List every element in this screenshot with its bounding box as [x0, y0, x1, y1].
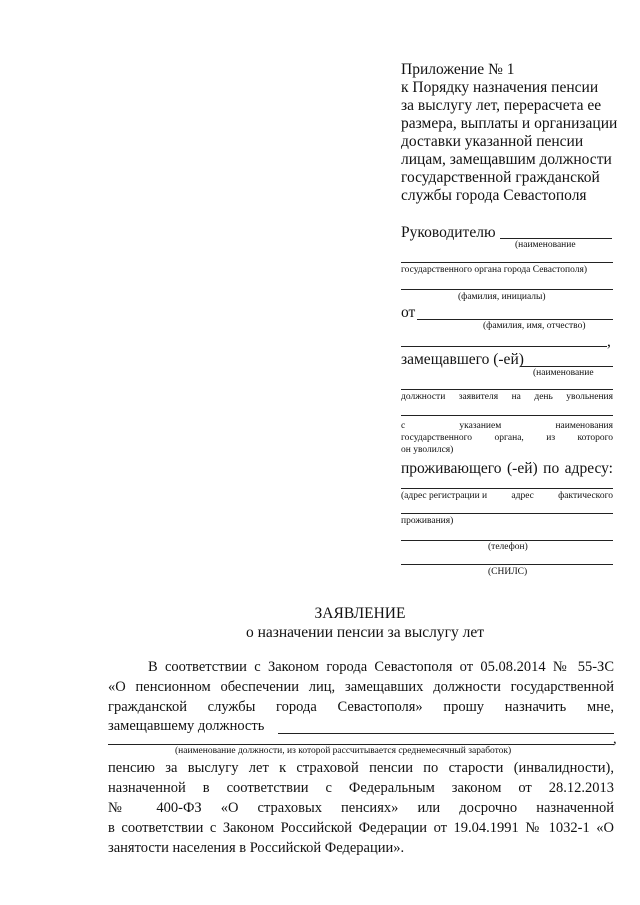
statement-title: ЗАЯВЛЕНИЕ [314, 605, 406, 622]
address-line[interactable] [401, 488, 613, 489]
comma-1: , [607, 333, 611, 350]
to-label: Руководителю [401, 224, 496, 241]
hint-address-row-2: проживания) [401, 516, 454, 526]
head-name-line[interactable] [500, 238, 612, 239]
appendix-line-2: за выслугу лет, перерасчета ее [401, 97, 602, 114]
address-line-2[interactable] [401, 513, 613, 514]
from-label: от [401, 304, 416, 321]
hint-snils: (СНИЛС) [488, 567, 528, 577]
head-fio-line[interactable] [401, 289, 613, 290]
organ-line[interactable] [401, 262, 613, 263]
hint-fio: (фамилия, инициалы) [458, 292, 546, 302]
appendix-line-5: лицам, замещавшим должности [401, 151, 612, 168]
hint-organ-row-3: он уволился) [401, 445, 454, 455]
hint-position-held: (наименование должности, из которой рассчитывается среднемесячный заработок) [175, 746, 512, 756]
hint-name: (наименование [515, 240, 576, 250]
position-held-line-2[interactable] [108, 744, 614, 745]
hint-address-word: (адрес регистрации и [401, 491, 488, 501]
applicant-fio-line[interactable] [417, 319, 613, 320]
hint-organ-word: указанием [459, 421, 502, 431]
hint-organ: государственного органа города Севастополя) [401, 265, 587, 275]
hint-organ-word: органа, [494, 433, 524, 443]
hint-address-row-1 [401, 491, 613, 502]
residence-label: проживающего (-ей) по адресу: [401, 460, 613, 477]
hint-organ-word: наименования [555, 421, 613, 431]
body-line-1: пенсию за выслугу лет к страховой пенсии по старости (инвалидности), [108, 760, 614, 776]
appendix-title: Приложение № 1 [401, 61, 515, 78]
appendix-line-6: государственной гражданской [401, 169, 600, 186]
hint-organ-word: с [401, 421, 406, 431]
statement-subtitle: о назначении пенсии за выслугу лет [245, 624, 485, 641]
body-line-4: в соответствии с Законом Российской Федерации от 19.04.1991 № 1032-1 «О [108, 820, 614, 836]
hint-organ-word: государственного [401, 433, 473, 443]
hint-organ-word: которого [577, 433, 613, 443]
snils-line[interactable] [401, 564, 613, 565]
para-line-3: гражданской службы города Севастополя» прошу назначить мне, [108, 699, 614, 715]
position-line-3[interactable] [401, 415, 613, 416]
appendix-line-4: доставки указанной пенсии [401, 133, 584, 150]
hint-organ-row-2 [401, 433, 613, 444]
para-line-2: «О пенсионном обеспечении лиц, замещавших должности государственной [108, 679, 614, 695]
hint-phone: (телефон) [488, 542, 528, 552]
hint-organ-word: из [546, 433, 556, 443]
body-line-3: № 400-ФЗ «О страховых пенсиях» или досрочно назначенной [108, 800, 614, 816]
position-line[interactable] [520, 366, 613, 367]
hint-address-word: фактического [558, 491, 613, 501]
hint-fio-full: (фамилия, имя, отчество) [483, 321, 586, 331]
appendix-line-3: размера, выплаты и организации [401, 115, 618, 132]
position-held-line[interactable] [278, 733, 614, 734]
body-line-5: занятости населения в Российской Федерации». [108, 840, 405, 856]
phone-line[interactable] [401, 540, 613, 541]
hint-position-name: (наименование [533, 368, 594, 378]
position-line-2[interactable] [401, 389, 613, 390]
position-held-label: замещавшему должность [108, 718, 265, 734]
applicant-fio-line-2[interactable] [401, 346, 607, 347]
comma-2: , [613, 731, 617, 747]
hint-address-word: адрес [511, 491, 534, 501]
position-label: замещавшего (-ей) [401, 351, 524, 368]
hint-position-line: должности заявителя на день увольнения [401, 392, 613, 402]
appendix-line-7: службы города Севастополя [401, 187, 587, 204]
hint-organ-row-1 [401, 421, 613, 432]
para-line-1: В соответствии с Законом города Севастополя от 05.08.2014 № 55-ЗС [148, 659, 614, 675]
body-line-2: назначенной в соответствии с Федеральным законом от 28.12.2013 [108, 780, 614, 796]
appendix-line-1: к Порядку назначения пенсии [401, 79, 599, 96]
